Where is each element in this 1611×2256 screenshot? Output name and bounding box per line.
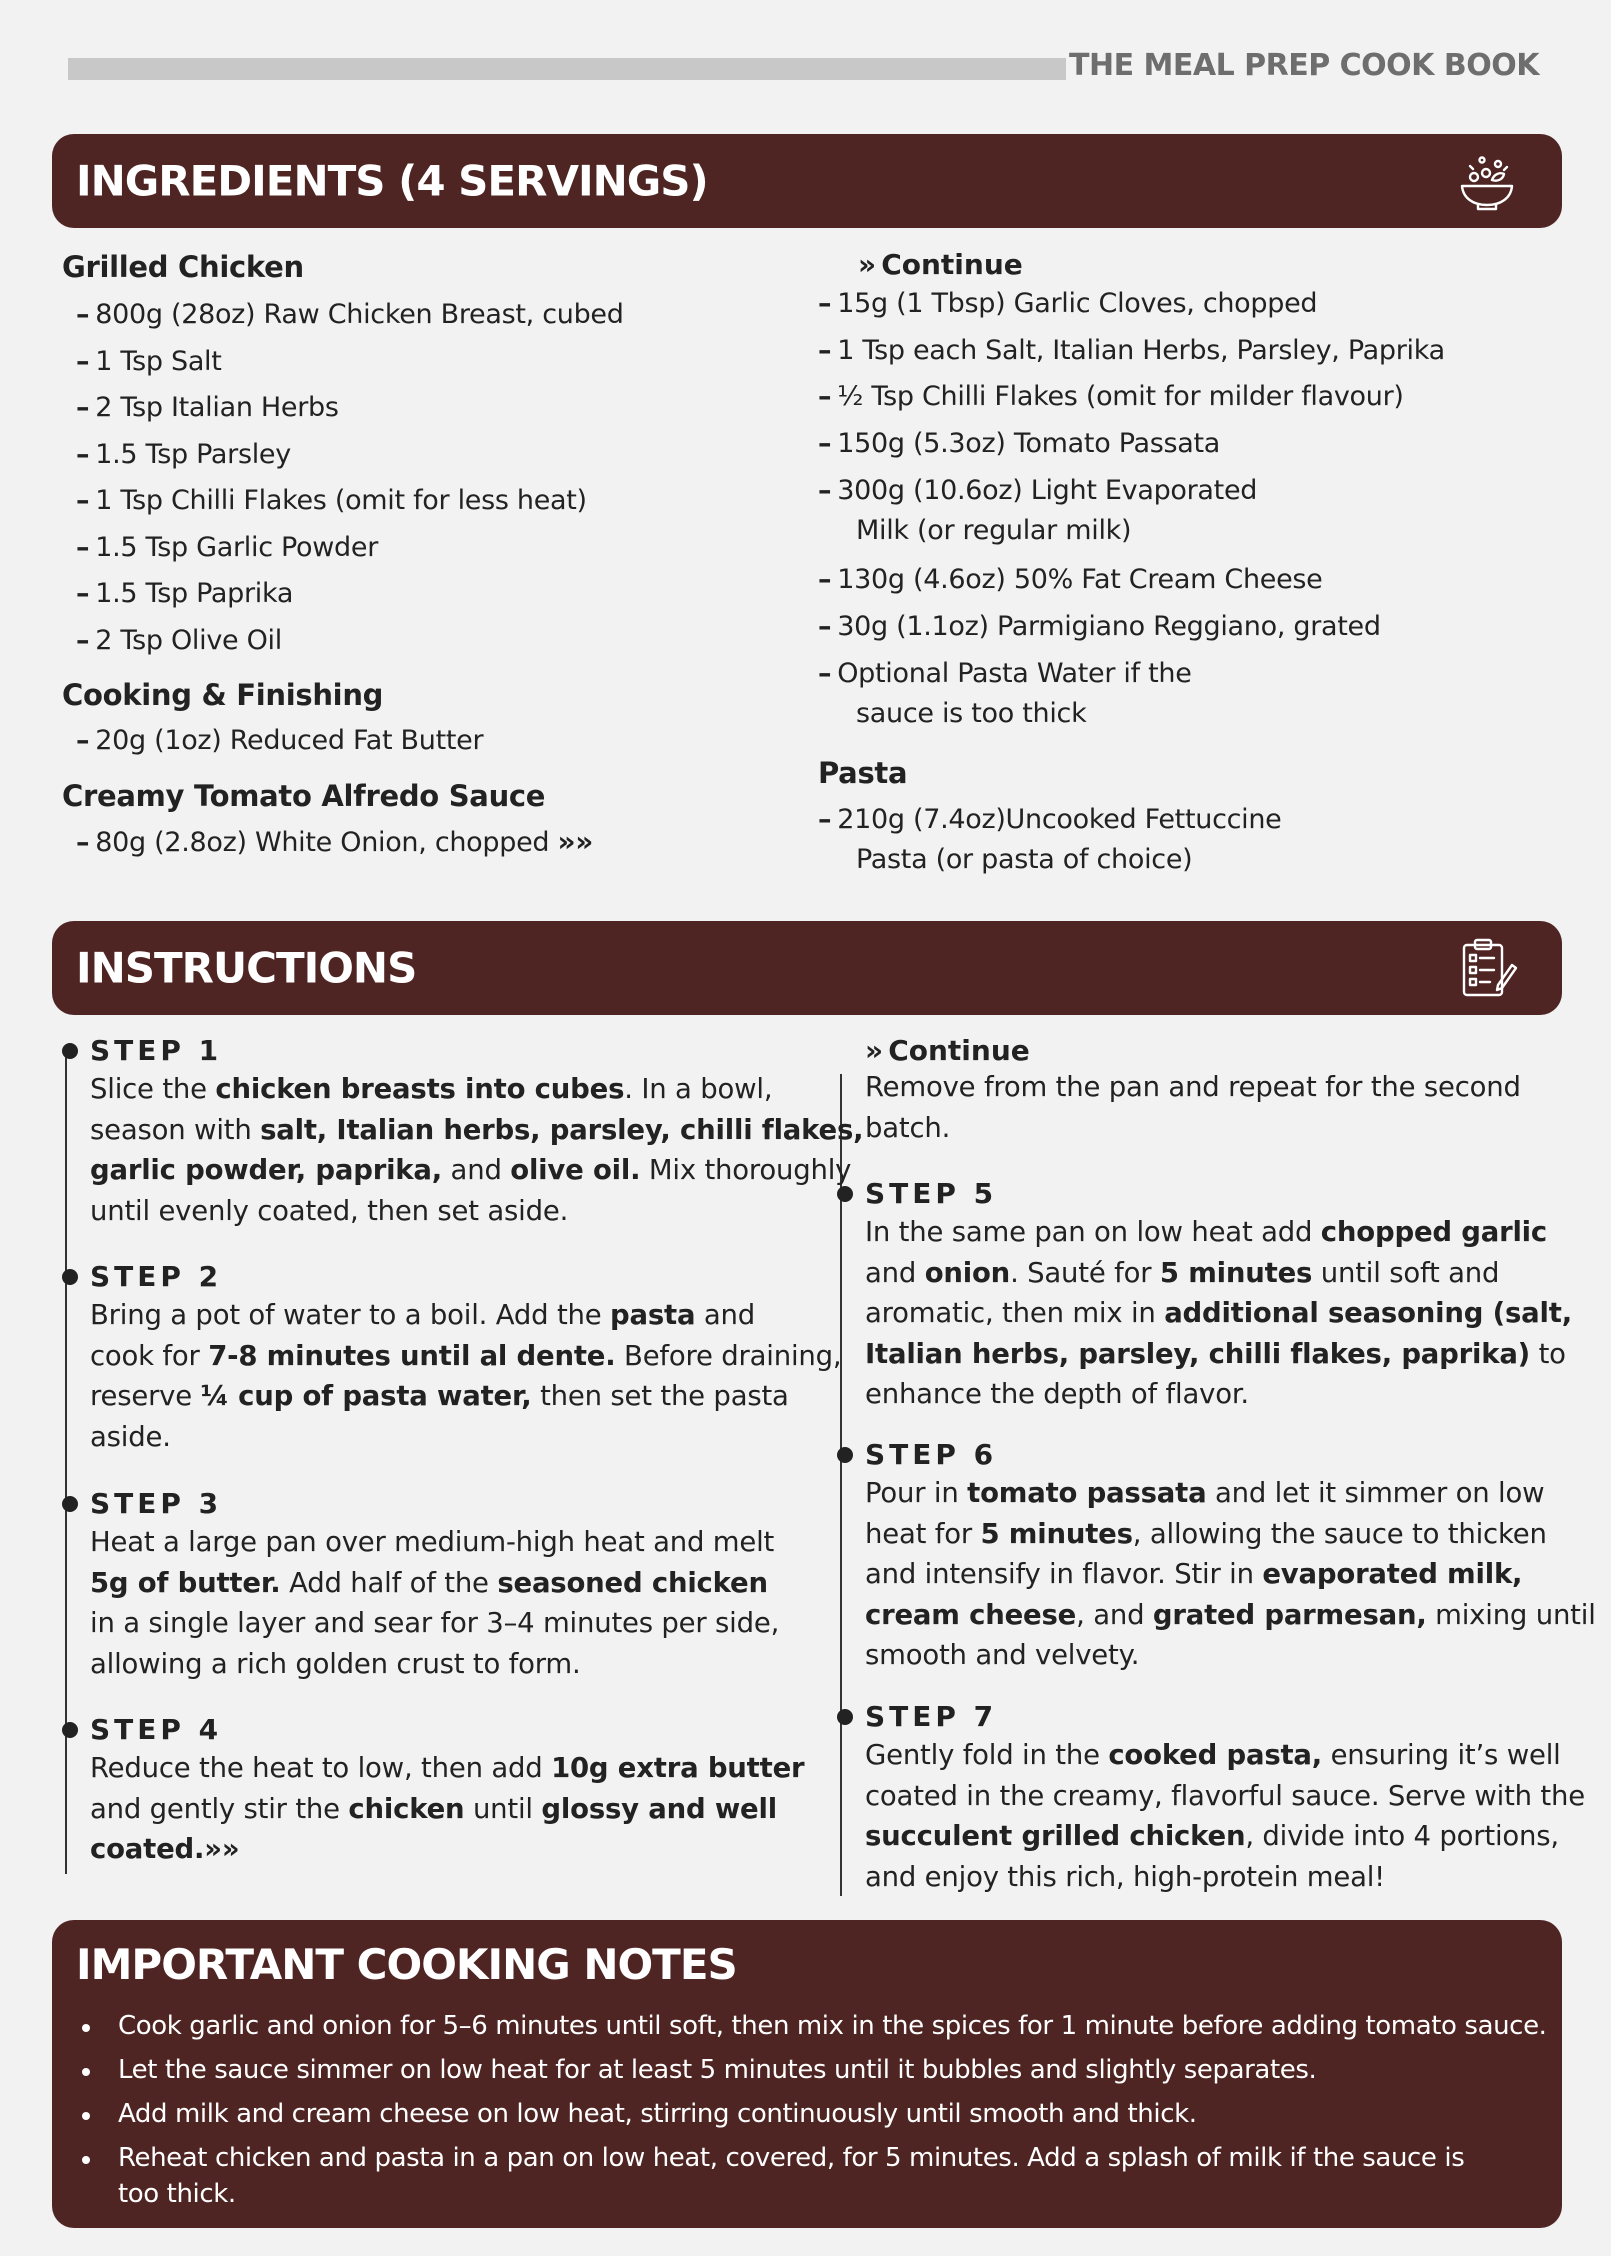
sauce-continue-list (818, 281, 1538, 740)
step-text: Heat a large pan over medium-high heat and melt 5g of butter. Add half of the seasoned chicken in a single layer and sear for 3–4 minutes per side, allowing a rich golden crust to form. (90, 1526, 780, 1680)
list-item: – 30g (1.1oz) Parmigiano Reggiano, grated (818, 610, 1381, 642)
list-item: Add milk and cream cheese on low heat, stirring continuously until smooth and thick. (80, 2096, 1547, 2132)
sauce-list (76, 819, 782, 867)
list-item: – 1 Tsp each Salt, Italian Herbs, Parsley, Paprika (818, 334, 1445, 366)
timeline-left (65, 1050, 67, 1874)
timeline-dot (837, 1447, 853, 1463)
list-item: – 2 Tsp Olive Oil (76, 624, 282, 656)
list-item: – 1.5 Tsp Garlic Powder (76, 531, 379, 563)
continue-marker: » (865, 1034, 884, 1067)
step-text: Slice the chicken breasts into cubes. In a bowl, season with salt, Italian herbs, parsley, chilli flakes, garlic powder, paprika, and olive oil. Mix thoroughly until evenly coated, then set aside. (90, 1073, 864, 1227)
list-item: – 20g (1oz) Reduced Fat Butter (76, 725, 484, 756)
list-item: – Optional Pasta Water if the sauce is too thick (818, 658, 1192, 729)
step-label: STEP 2 (90, 1260, 223, 1293)
list-item: Cook garlic and onion for 5–6 minutes until soft, then mix in the spices for 1 minute before adding tomato sauce. (80, 2008, 1547, 2044)
step-label: STEP 6 (865, 1438, 998, 1471)
notes-list (80, 2008, 1547, 2212)
step-text: Gently fold in the cooked pasta, ensuring it’s well coated in the creamy, flavorful sauce. Serve with the succulent grilled chicken, divide into 4 portions, and enjoy this rich, high-protein meal! (865, 1739, 1585, 1893)
instructions-title: INSTRUCTIONS (76, 943, 417, 993)
header-rule (68, 58, 1066, 80)
continue-heading (865, 1034, 1521, 1067)
step-label: STEP 7 (865, 1700, 998, 1733)
timeline-dot (62, 1043, 78, 1059)
cooking-finishing-list (76, 718, 782, 765)
list-item: – 300g (10.6oz) Light Evaporated Milk (or regular milk) (818, 475, 1258, 546)
continue-label: Continue (888, 1034, 1030, 1067)
step-2 (90, 1259, 841, 1457)
timeline-dot (837, 1186, 853, 1202)
step-text: Reduce the heat to low, then add 10g extra butter and gently stir the chicken until glossy and well coated.»» (90, 1752, 805, 1865)
list-item: – 1.5 Tsp Parsley (76, 438, 291, 470)
group-title-pasta: Pasta (818, 756, 908, 790)
continue-marker: » (858, 248, 877, 281)
ingredients-left-column (62, 250, 782, 866)
group-title-sauce: Creamy Tomato Alfredo Sauce (62, 778, 546, 813)
ingredients-right-column (818, 248, 1538, 886)
book-title: THE MEAL PREP COOK BOOK (1069, 48, 1539, 83)
ingredients-header (52, 134, 1562, 228)
list-item: – 1 Tsp Chilli Flakes (omit for less heat) (76, 485, 587, 516)
ingredients-title: INGREDIENTS (4 SERVINGS) (76, 156, 708, 206)
list-item: Let the sauce simmer on low heat for at least 5 minutes until it bubbles and slightly separates. (80, 2052, 1547, 2088)
step-text: Pour in tomato passata and let it simmer on low heat for 5 minutes, allowing the sauce to thicken and intensify in flavor. Stir in evaporated milk, cream cheese, and grated parmesan, mixing until smooth and velvety. (865, 1477, 1596, 1671)
continue-label: Continue (881, 248, 1023, 281)
cooking-notes-box (52, 1920, 1562, 2228)
timeline-dot (62, 1496, 78, 1512)
timeline-dot (837, 1709, 853, 1725)
step-text: In the same pan on low heat add chopped garlic and onion. Sauté for 5 minutes until soft and aromatic, then mix in additional seasoning (salt, Italian herbs, parsley, chilli flakes, paprika) to enhance the depth of flavor. (865, 1216, 1572, 1410)
list-item: – 2 Tsp Italian Herbs (76, 392, 339, 423)
step-text: Remove from the pan and repeat for the second batch. (865, 1071, 1521, 1144)
step-5 (865, 1176, 1572, 1415)
group-title-cooking-finishing: Cooking & Finishing (62, 678, 384, 712)
step-label: STEP 1 (90, 1034, 223, 1067)
grilled-chicken-list (76, 292, 782, 664)
step-7 (865, 1699, 1585, 1897)
step-4 (90, 1712, 804, 1870)
clipboard-checklist-icon (1454, 935, 1520, 1001)
salad-bowl-icon (1454, 148, 1520, 214)
list-item: – 1 Tsp Salt (76, 345, 222, 377)
continue-arrows: »» (204, 1833, 240, 1865)
timeline-dot (62, 1722, 78, 1738)
continue-heading (858, 248, 1538, 281)
continue-arrows: »» (557, 824, 594, 858)
list-item: – 800g (28oz) Raw Chicken Breast, cubed (76, 299, 624, 330)
instructions-header (52, 921, 1562, 1015)
step-label: STEP 3 (90, 1487, 223, 1520)
step-label: STEP 5 (865, 1177, 998, 1210)
list-item: – 1.5 Tsp Paprika (76, 578, 294, 609)
step-label: STEP 4 (90, 1713, 223, 1746)
list-item: – 80g (2.8oz) White Onion, chopped »» (76, 824, 594, 858)
group-title-grilled-chicken: Grilled Chicken (62, 250, 304, 284)
list-item: – 210g (7.4oz)Uncooked Fettuccine Pasta (or pasta of choice) (818, 804, 1282, 875)
list-item: – 15g (1 Tbsp) Garlic Cloves, chopped (818, 288, 1318, 319)
list-item: – 150g (5.3oz) Tomato Passata (818, 427, 1221, 459)
notes-title: IMPORTANT COOKING NOTES (76, 1940, 737, 1989)
list-item: – 130g (4.6oz) 50% Fat Cream Cheese (818, 564, 1323, 595)
instructions-continue (865, 1034, 1521, 1148)
timeline-dot (62, 1269, 78, 1285)
list-item: Reheat chicken and pasta in a pan on low heat, covered, for 5 minutes. Add a splash of milk if the sauce is too thick. (80, 2140, 1547, 2212)
step-1 (90, 1033, 863, 1231)
step-3 (90, 1486, 779, 1684)
step-text: Bring a pot of water to a boil. Add the pasta and cook for 7-8 minutes until al dente. Before draining, reserve ¼ cup of pasta water, then set the pasta aside. (90, 1299, 842, 1453)
step-6 (865, 1437, 1596, 1676)
list-item: – ½ Tsp Chilli Flakes (omit for milder flavour) (818, 381, 1404, 412)
pasta-list (818, 796, 1538, 886)
